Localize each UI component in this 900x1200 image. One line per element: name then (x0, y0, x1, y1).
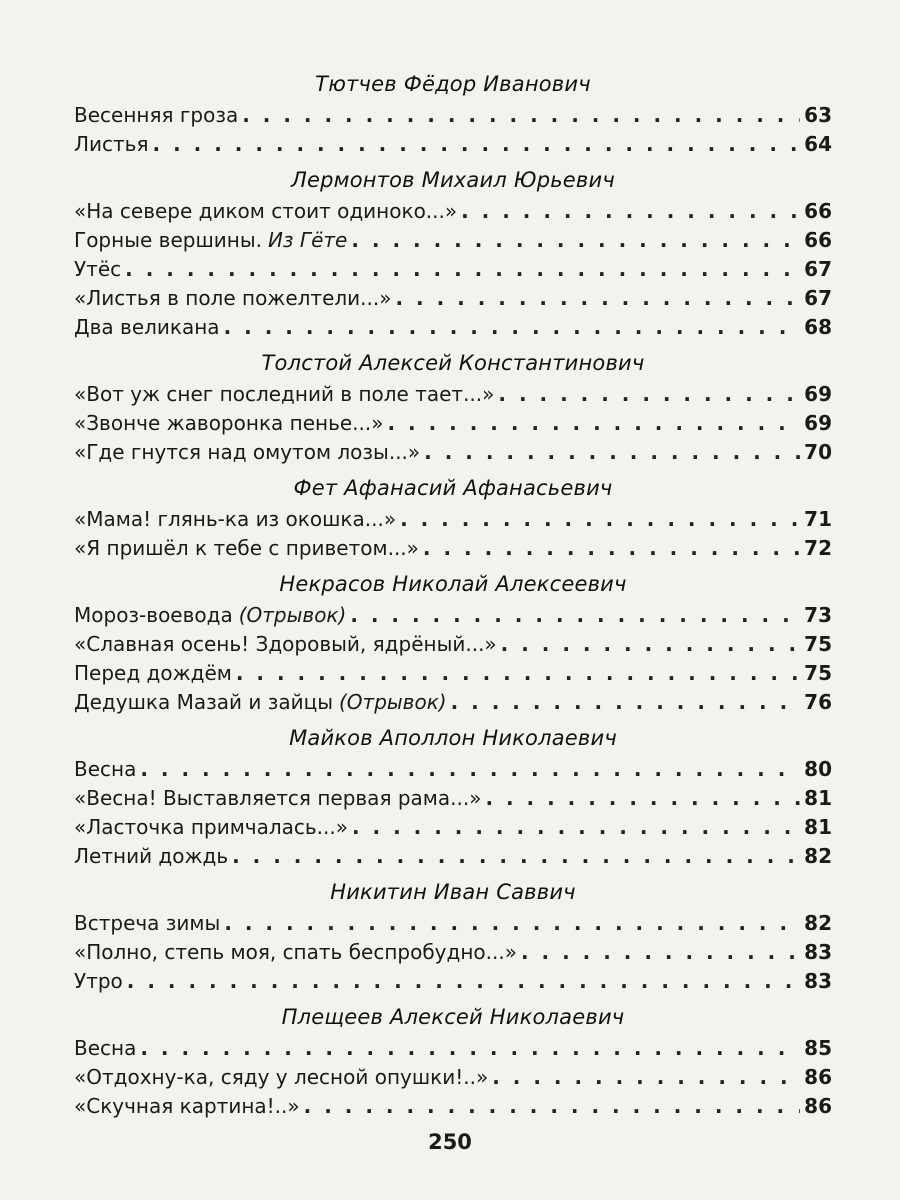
entry-page-number: 72 (804, 536, 832, 560)
entry-title-text: Весенняя гроза (74, 103, 239, 127)
toc-entry (74, 755, 832, 784)
dot-leader (236, 659, 800, 688)
dot-leader (224, 313, 801, 342)
toc-entry (74, 1063, 832, 1092)
entry-title (74, 284, 391, 313)
dot-leader (485, 784, 800, 813)
page-number: 250 (428, 1130, 472, 1154)
entry-page-number: 76 (804, 690, 832, 714)
entry-title (74, 130, 149, 159)
dot-leader (501, 630, 800, 659)
entry-title (74, 101, 238, 130)
entry-title (74, 255, 121, 284)
dot-leader (388, 409, 801, 438)
entry-page-number: 67 (804, 286, 832, 310)
entry-page-number: 70 (804, 440, 832, 464)
entry-title (74, 813, 348, 842)
entry-title (74, 438, 420, 467)
entry-title-text: Летний дождь (74, 844, 229, 868)
entry-title-text: «Звонче жаворонка пенье...» (74, 411, 384, 435)
entry-page-number: 85 (804, 1036, 832, 1060)
toc-entry (74, 101, 832, 130)
entry-page-number: 81 (804, 815, 832, 839)
entry-note: (Отрывок) (238, 603, 347, 627)
entry-title-text: «Вот уж снег последний в поле тает...» (74, 382, 495, 406)
author-heading: Майков Аполлон Николаевич (289, 726, 617, 750)
entry-page-number: 63 (804, 103, 832, 127)
toc-entry (74, 130, 832, 159)
entry-title-text: «Отдохну-ка, сяду у лесной опушки!..» (74, 1065, 489, 1089)
entry-page-number: 67 (804, 257, 832, 281)
entry-page-number: 82 (804, 844, 832, 868)
entry-page-number: 82 (804, 911, 832, 935)
dot-leader (232, 842, 800, 871)
entry-title-text: Мороз-воевода (74, 603, 233, 627)
entry-title (74, 601, 346, 630)
entry-title (74, 226, 347, 255)
entry-title-text: «Скучная картина!..» (74, 1094, 300, 1118)
dot-leader (350, 601, 800, 630)
entry-title-text: «Я пришёл к тебе с приветом...» (74, 536, 419, 560)
dot-leader (400, 505, 800, 534)
toc-entry (74, 938, 832, 967)
entry-page-number: 80 (804, 757, 832, 781)
author-section (74, 722, 832, 871)
entry-title (74, 1092, 300, 1121)
dot-leader (352, 813, 800, 842)
toc-entry (74, 197, 832, 226)
entry-page-number: 86 (804, 1065, 832, 1089)
entry-title-text: «Славная осень! Здоровый, ядрёный...» (74, 632, 497, 656)
entry-page-number: 83 (804, 969, 832, 993)
dot-leader (304, 1092, 801, 1121)
entry-title (74, 842, 228, 871)
toc-entry (74, 284, 832, 313)
dot-leader (395, 284, 800, 313)
entry-title-text: Весна (74, 1036, 137, 1060)
entry-title-text: Весна (74, 757, 137, 781)
entry-title (74, 784, 481, 813)
entry-title-text: Перед дождём (74, 661, 232, 685)
author-heading: Некрасов Николай Алексеевич (279, 572, 627, 596)
entry-title-text: «Полно, степь моя, спать беспробудно...» (74, 940, 517, 964)
dot-leader (127, 967, 800, 996)
entry-title (74, 909, 220, 938)
entry-page-number: 75 (804, 661, 832, 685)
entry-title (74, 938, 517, 967)
dot-leader (451, 688, 801, 717)
entry-title-text: Горные вершины. (74, 228, 262, 252)
entry-title-text: «Весна! Выставляется первая рама...» (74, 786, 482, 810)
toc-entry (74, 505, 832, 534)
entry-page-number: 75 (804, 632, 832, 656)
entry-title (74, 630, 497, 659)
dot-leader (424, 438, 800, 467)
author-section (74, 1001, 832, 1121)
toc-entry (74, 784, 832, 813)
author-heading: Фет Афанасий Афанасьевич (293, 476, 613, 500)
entry-page-number: 69 (804, 411, 832, 435)
dot-leader (521, 938, 800, 967)
toc-entry (74, 813, 832, 842)
entry-title-text: Листья (74, 132, 149, 156)
entry-page-number: 64 (804, 132, 832, 156)
dot-leader (351, 226, 800, 255)
author-heading: Лермонтов Михаил Юрьевич (291, 168, 615, 192)
entry-page-number: 71 (804, 507, 832, 531)
entry-page-number: 73 (804, 603, 832, 627)
entry-page-number: 66 (804, 199, 832, 223)
entry-title-text: Утро (74, 969, 123, 993)
entry-title-text: «На севере диком стоит одиноко...» (74, 199, 458, 223)
toc-entry (74, 909, 832, 938)
author-section (74, 568, 832, 717)
dot-leader (125, 255, 800, 284)
dot-leader (423, 534, 800, 563)
dot-leader (224, 909, 800, 938)
entry-note: Из Гёте (267, 228, 348, 252)
dot-leader (242, 101, 800, 130)
entry-title-text: «Где гнутся над омутом лозы...» (74, 440, 421, 464)
entry-title (74, 534, 419, 563)
entry-title (74, 688, 447, 717)
dot-leader (492, 1063, 800, 1092)
toc-entry (74, 842, 832, 871)
toc-entry (74, 688, 832, 717)
entry-title-text: Дедушка Мазай и зайцы (74, 690, 333, 714)
author-section (74, 68, 832, 159)
entry-title (74, 967, 123, 996)
author-section (74, 347, 832, 467)
entry-title-text: Два великана (74, 315, 220, 339)
toc-entry (74, 380, 832, 409)
author-section (74, 876, 832, 996)
dot-leader (140, 755, 800, 784)
author-section (74, 164, 832, 342)
entry-note: (Отрывок) (339, 690, 447, 714)
dot-leader (498, 380, 800, 409)
toc-entry (74, 1034, 832, 1063)
table-of-contents (74, 68, 832, 1121)
author-heading: Тютчев Фёдор Иванович (315, 72, 591, 96)
entry-title-text: «Ласточка примчалась...» (74, 815, 348, 839)
entry-title (74, 409, 384, 438)
entry-title (74, 755, 136, 784)
toc-entry (74, 438, 832, 467)
toc-entry (74, 967, 832, 996)
dot-leader (153, 130, 801, 159)
author-heading: Никитин Иван Саввич (330, 880, 576, 904)
entry-page-number: 68 (804, 315, 832, 339)
entry-title (74, 1063, 488, 1092)
entry-page-number: 86 (804, 1094, 832, 1118)
author-section (74, 472, 832, 563)
entry-title (74, 505, 396, 534)
dot-leader (140, 1034, 800, 1063)
entry-title (74, 380, 494, 409)
toc-entry (74, 255, 832, 284)
entry-title (74, 1034, 136, 1063)
toc-entry (74, 659, 832, 688)
entry-page-number: 81 (804, 786, 832, 810)
entry-title-text: «Мама! глянь-ка из окошка...» (74, 507, 397, 531)
entry-title (74, 313, 220, 342)
toc-entry (74, 534, 832, 563)
entry-title-text: Встреча зимы (74, 911, 221, 935)
entry-title (74, 659, 232, 688)
toc-entry (74, 409, 832, 438)
toc-entry (74, 313, 832, 342)
toc-entry (74, 630, 832, 659)
author-heading: Плещеев Алексей Николаевич (281, 1005, 625, 1029)
dot-leader (461, 197, 800, 226)
entry-title (74, 197, 457, 226)
toc-entry (74, 1092, 832, 1121)
toc-entry (74, 226, 832, 255)
author-heading: Толстой Алексей Константинович (261, 351, 645, 375)
entry-title-text: «Листья в поле пожелтели...» (74, 286, 392, 310)
entry-page-number: 69 (804, 382, 832, 406)
entry-title-text: Утёс (74, 257, 122, 281)
entry-page-number: 66 (804, 228, 832, 252)
toc-entry (74, 601, 832, 630)
entry-page-number: 83 (804, 940, 832, 964)
